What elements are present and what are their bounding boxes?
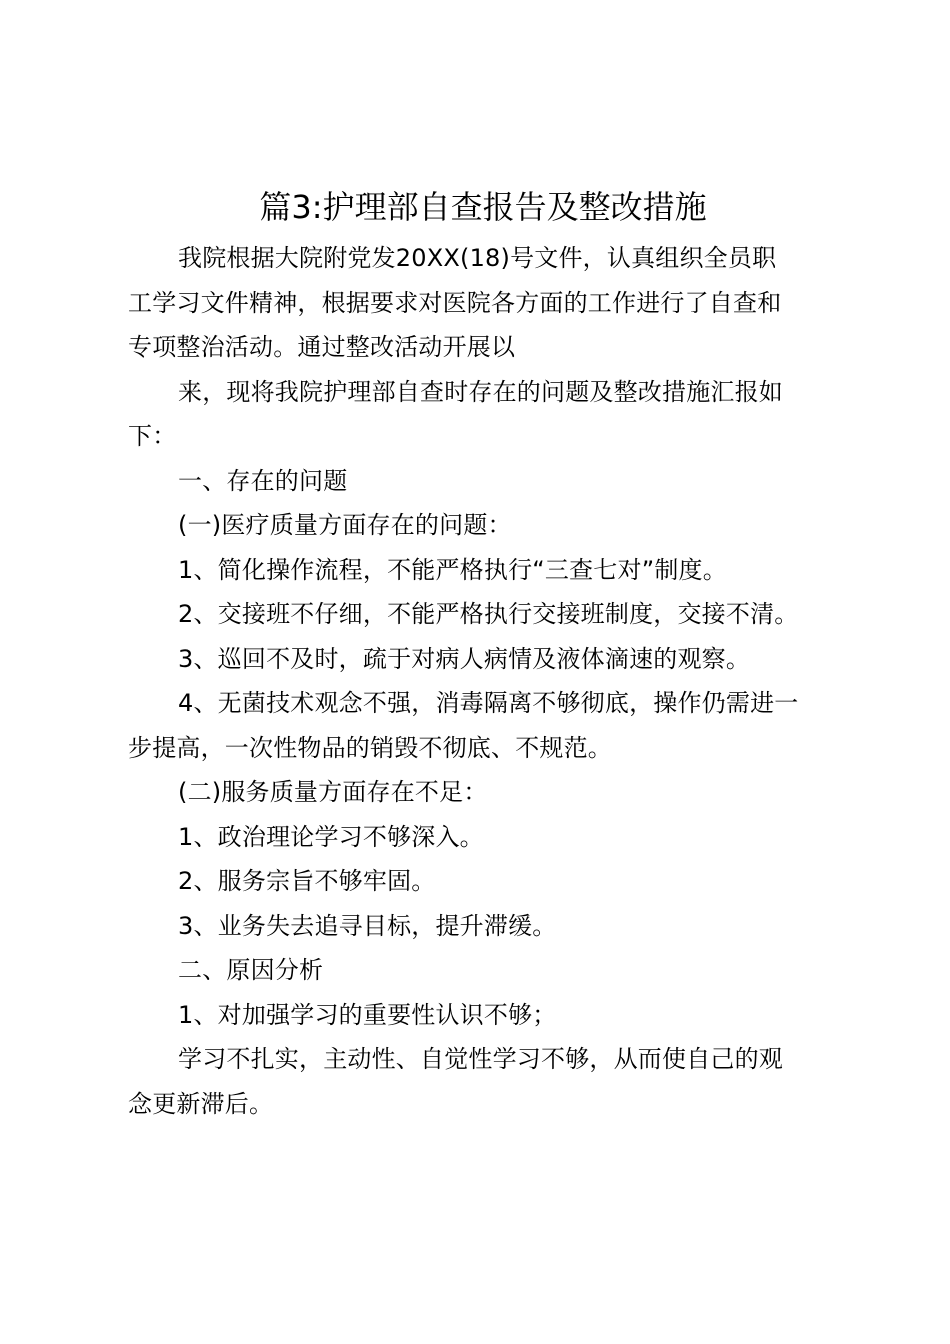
intro2-line-2: 下： bbox=[128, 422, 177, 450]
s2-item-3: 3、业务失去追寻目标，提升滞缓。 bbox=[178, 911, 557, 940]
s2-item-2: 2、服务宗旨不够牢固。 bbox=[178, 867, 436, 895]
s1-item-2: 2、交接班不仔细，不能严格执行交接班制度，交接不清。 bbox=[178, 600, 799, 628]
document-title: 篇3:护理部自查报告及整改措施 bbox=[259, 188, 707, 226]
s3-item-1: 1、对加强学习的重要性认识不够； bbox=[178, 1000, 557, 1029]
intro-line-2: 工学习文件精神，根据要求对医院各方面的工作进行了自查和 bbox=[128, 288, 782, 317]
section1-heading: 一、存在的问题 bbox=[178, 466, 348, 495]
s2-item-1: 1、政治理论学习不够深入。 bbox=[178, 822, 484, 851]
s1-item-3: 3、巡回不及时，疏于对病人病情及液体滴速的观察。 bbox=[178, 644, 751, 673]
intro2-line-1: 来，现将我院护理部自查时存在的问题及整改措施汇报如 bbox=[178, 377, 783, 406]
s1-item-4 bbox=[128, 681, 838, 770]
s1-item-4-line-1: 4、无菌技术观念不强，消毒隔离不够彻底，操作仍需进一 bbox=[178, 689, 799, 717]
document-page bbox=[128, 182, 838, 1126]
intro-paragraph bbox=[128, 236, 838, 370]
intro2-paragraph bbox=[128, 370, 838, 459]
intro-line-3: 专项整治活动。通过整改活动开展以 bbox=[128, 333, 516, 361]
s3-paragraph-line-2: 念更新滞后。 bbox=[128, 1089, 274, 1118]
s1-item-1: 1、简化操作流程，不能严格执行“三查七对”制度。 bbox=[178, 555, 727, 584]
s3-paragraph bbox=[128, 1037, 838, 1126]
s3-paragraph-line-1: 学习不扎实，主动性、自觉性学习不够，从而使自己的观 bbox=[178, 1045, 783, 1073]
section2-heading: 二、原因分析 bbox=[178, 956, 324, 984]
section1-sub1-heading: (一)医疗质量方面存在的问题： bbox=[178, 511, 512, 539]
s1-item-4-line-2: 步提高，一次性物品的销毁不彻底、不规范。 bbox=[128, 733, 612, 762]
section1-sub2-heading: (二)服务质量方面存在不足： bbox=[178, 778, 488, 806]
intro-line-1: 我院根据大院附党发20XX(18)号文件，认真组织全员职 bbox=[178, 244, 777, 272]
